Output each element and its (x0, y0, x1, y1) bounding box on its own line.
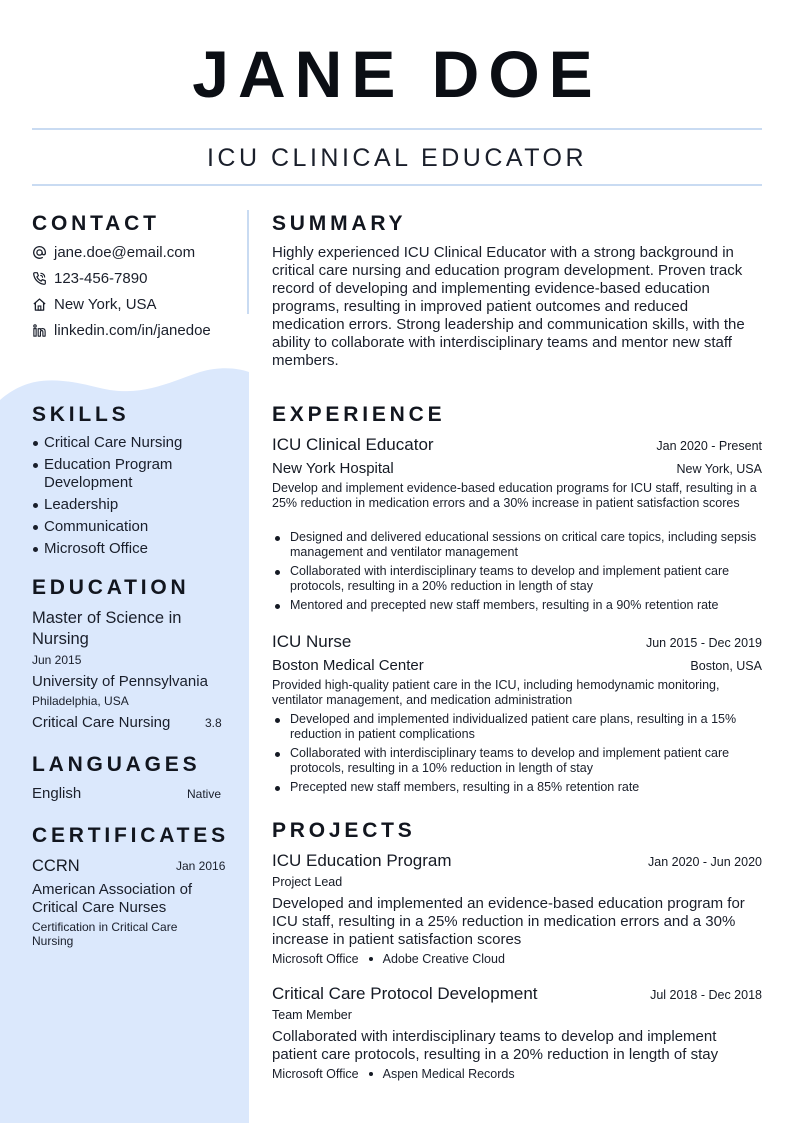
header-divider-bottom (32, 184, 762, 186)
job-company: Boston Medical Center (272, 657, 424, 674)
certificate-name: CCRN (32, 857, 80, 875)
job-header (272, 632, 762, 652)
summary-text: Highly experienced ICU Clinical Educator with a strong background in critical care nursing and education program development. Proven track record of developing and implementing evidence-based education programs, resulting in improved patient outcomes and reduced medication errors. Strong leadership and communication skills, with the ability to collaborate with interdisciplinary teams and mentor new staff members. (272, 244, 745, 369)
project-name: ICU Education Program (272, 851, 452, 870)
education-school: University of Pennsylvania (32, 673, 208, 690)
contact-location-text: New York, USA (54, 296, 157, 313)
project-description: Collaborated with interdisciplinary teams to develop and implement patient care protocols, resulting in a 20% reduction in length of stay (272, 1028, 719, 1063)
projects-heading: PROJECTS (272, 819, 416, 842)
home-icon (32, 297, 48, 313)
skill-item: Leadership (32, 496, 232, 514)
contact-heading: CONTACT (32, 212, 160, 235)
job-header (272, 435, 762, 455)
job-bullets (272, 712, 762, 799)
skills-list (32, 434, 232, 562)
languages-heading: LANGUAGES (32, 753, 201, 776)
contact-email-text: jane.doe@email.com (54, 244, 196, 261)
project-dates: Jan 2020 - Jun 2020 (648, 855, 762, 869)
separator-dot (369, 957, 373, 961)
project-description: Developed and implemented an evidence-based education program for ICU staff, resulting in a 25% reduction in medication errors and a 30% increase in patient satisfaction scores (272, 895, 745, 948)
at-icon (32, 245, 48, 261)
candidate-name: JANE DOE (192, 37, 602, 111)
language-name: English (32, 785, 82, 802)
contact-phone[interactable] (32, 270, 147, 288)
project-tool: Adobe Creative Cloud (382, 952, 505, 966)
summary-heading: SUMMARY (272, 212, 407, 235)
project-tools (272, 952, 505, 966)
education-date: Jun 2015 (32, 653, 82, 667)
job-bullet: Precepted new staff members, resulting in a 85% retention rate (272, 780, 762, 795)
certificate-date: Jan 2016 (176, 859, 226, 873)
project-tool: Microsoft Office (272, 952, 359, 966)
job-bullet: Collaborated with interdisciplinary teams to develop and implement patient care protocols, resulting in a 20% reduction in length of stay (272, 564, 762, 594)
education-gpa: 3.8 (205, 716, 222, 730)
contact-location (32, 296, 157, 314)
job-title: ICU CLINICAL EDUCATOR (206, 144, 588, 172)
project-name: Critical Care Protocol Development (272, 984, 538, 1003)
job-bullet: Mentored and precepted new staff members, resulting in a 90% retention rate (272, 598, 762, 613)
job-title: ICU Nurse (272, 632, 352, 651)
contact-linkedin[interactable] (32, 322, 211, 340)
job-bullets (272, 530, 762, 617)
job-company-row (272, 657, 762, 675)
job-location: Boston, USA (690, 659, 762, 673)
job-company-row (272, 460, 762, 478)
education-field: Critical Care Nursing (32, 714, 171, 731)
contact-email[interactable] (32, 244, 195, 262)
project-role: Project Lead (272, 875, 343, 889)
education-degree: Master of Science in Nursing (32, 609, 182, 648)
job-location: New York, USA (676, 462, 762, 476)
project-role: Team Member (272, 1008, 352, 1022)
contact-phone-text: 123-456-7890 (54, 270, 148, 287)
job-dates: Jun 2015 - Dec 2019 (645, 636, 762, 650)
certificate-description: Certification in Critical Care Nursing (32, 920, 178, 948)
skill-item: Education Program Development (32, 456, 182, 492)
column-divider (247, 210, 249, 314)
job-description: Develop and implement evidence-based education programs for ICU staff, resulting in a 25% reduction in medication errors and a 30% increase in patient satisfaction scores (272, 481, 757, 510)
skill-item: Communication (32, 518, 232, 536)
skill-item: Critical Care Nursing (32, 434, 232, 452)
education-heading: EDUCATION (32, 576, 190, 599)
project-tool: Aspen Medical Records (382, 1067, 515, 1081)
experience-heading: EXPERIENCE (272, 403, 446, 426)
job-title: ICU Clinical Educator (272, 435, 434, 454)
skill-item: Microsoft Office (32, 540, 232, 558)
project-dates: Jul 2018 - Dec 2018 (650, 988, 762, 1002)
contact-linkedin-text: linkedin.com/in/janedoe (54, 322, 211, 339)
linkedin-icon (32, 323, 48, 339)
project-tool: Microsoft Office (272, 1067, 359, 1081)
project-header (272, 851, 762, 871)
phone-icon (32, 271, 48, 287)
project-header (272, 984, 762, 1004)
job-bullet: Designed and delivered educational sessions on critical care topics, including sepsis management and ventilator management (272, 530, 762, 560)
certificate-issuer: American Association of Critical Care Nurses (32, 881, 193, 916)
job-dates: Jan 2020 - Present (656, 439, 762, 453)
language-level: Native (187, 787, 222, 801)
education-location: Philadelphia, USA (32, 694, 129, 708)
header-divider-top (32, 128, 762, 130)
job-description: Provided high-quality patient care in the ICU, including hemodynamic monitoring, ventilator management, and medication administration (272, 678, 720, 707)
job-company: New York Hospital (272, 460, 394, 477)
project-tools (272, 1067, 515, 1081)
job-bullet: Collaborated with interdisciplinary teams to develop and implement patient care protocols, resulting in a 10% reduction in length of stay (272, 746, 762, 776)
skills-heading: SKILLS (32, 403, 130, 426)
certificates-heading: CERTIFICATES (32, 824, 229, 847)
job-bullet: Developed and implemented individualized patient care plans, resulting in a 15% reduction in patient complications (272, 712, 762, 742)
separator-dot (369, 1072, 373, 1076)
